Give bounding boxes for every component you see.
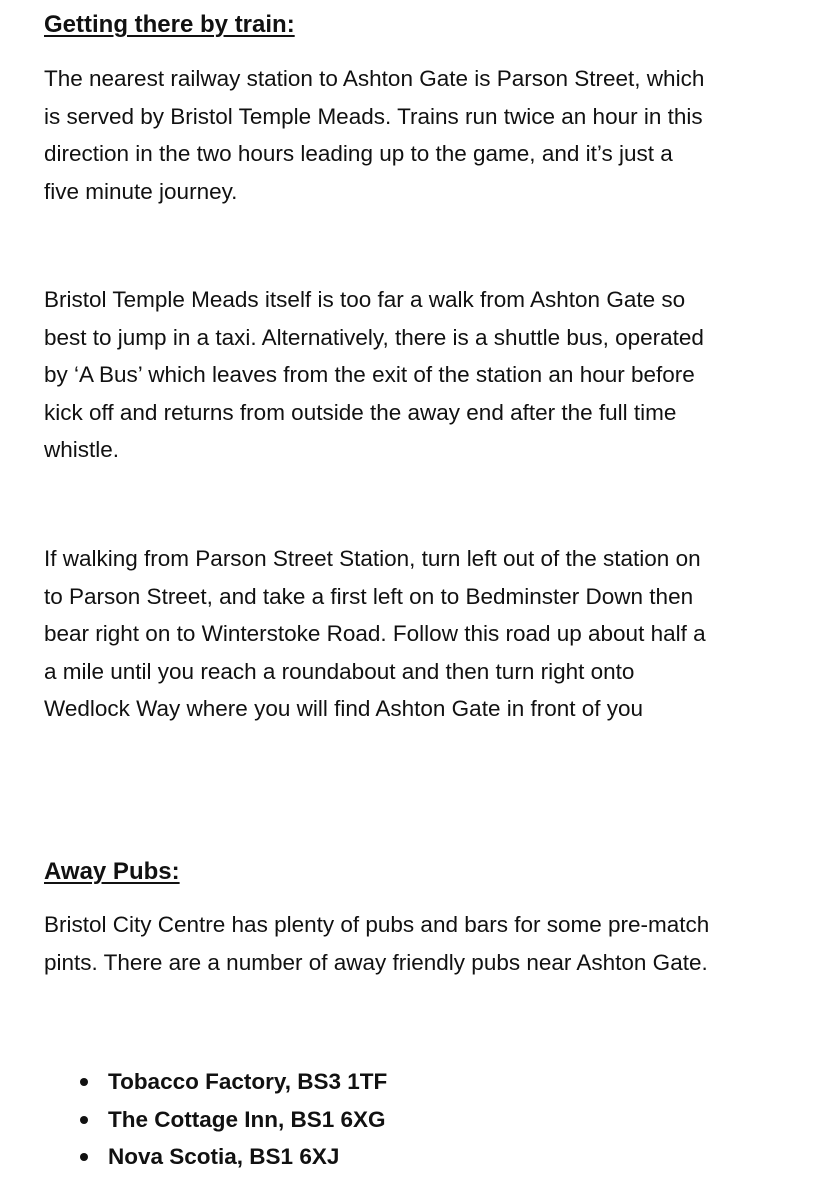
- text-line: If walking from Parson Street Station, turn left out of the station on: [44, 546, 701, 571]
- text-line: to Parson Street, and take a first left on to Bedminster Down then: [44, 583, 694, 609]
- text-line: by ‘A Bus’ which leaves from the exit of the station an hour before: [44, 362, 695, 388]
- text-line: best to jump in a taxi. Alternatively, there is a shuttle bus, operated: [44, 324, 704, 350]
- list-item: [44, 1138, 387, 1176]
- train-paragraph-2: [44, 281, 824, 469]
- pub-name: The Cottage Inn, BS1 6XG: [108, 1106, 386, 1132]
- text-line: is served by Bristol Temple Meads. Trains run twice an hour in this: [44, 103, 703, 129]
- bullet-icon: [80, 1078, 88, 1086]
- train-paragraph-3: [44, 540, 824, 728]
- text-line: Bristol Temple Meads itself is too far a walk from Ashton Gate so: [44, 287, 686, 312]
- text-line: The nearest railway station to Ashton Gate is Parson Street, which: [44, 66, 705, 91]
- text-line: kick off and returns from outside the away end after the full time: [44, 399, 677, 425]
- train-paragraph-1: [44, 60, 824, 210]
- list-item: [44, 1101, 387, 1139]
- pubs-heading: Away Pubs:: [44, 858, 180, 885]
- text-line: pints. There are a number of away friendly pubs near Ashton Gate.: [44, 949, 708, 975]
- text-line: bear right on to Winterstoke Road. Follow this road up about half a: [44, 621, 706, 647]
- text-line: a mile until you reach a roundabout and then turn right onto: [44, 658, 635, 684]
- pubs-paragraph: [44, 906, 824, 981]
- pub-name: Tobacco Factory, BS3 1TF: [108, 1069, 388, 1094]
- bullet-icon: [80, 1153, 88, 1161]
- pubs-list: [44, 1063, 387, 1176]
- text-line: Bristol City Centre has plenty of pubs and bars for some pre-match: [44, 912, 710, 937]
- text-line: whistle.: [44, 437, 120, 463]
- text-line: five minute journey.: [44, 178, 238, 204]
- pub-name: Nova Scotia, BS1 6XJ: [108, 1144, 340, 1170]
- text-line: direction in the two hours leading up to the game, and it’s just a: [44, 141, 673, 167]
- bullet-icon: [80, 1116, 88, 1124]
- train-heading: Getting there by train:: [44, 11, 295, 38]
- text-line: Wedlock Way where you will find Ashton Gate in front of you: [44, 696, 644, 722]
- list-item: [44, 1063, 387, 1101]
